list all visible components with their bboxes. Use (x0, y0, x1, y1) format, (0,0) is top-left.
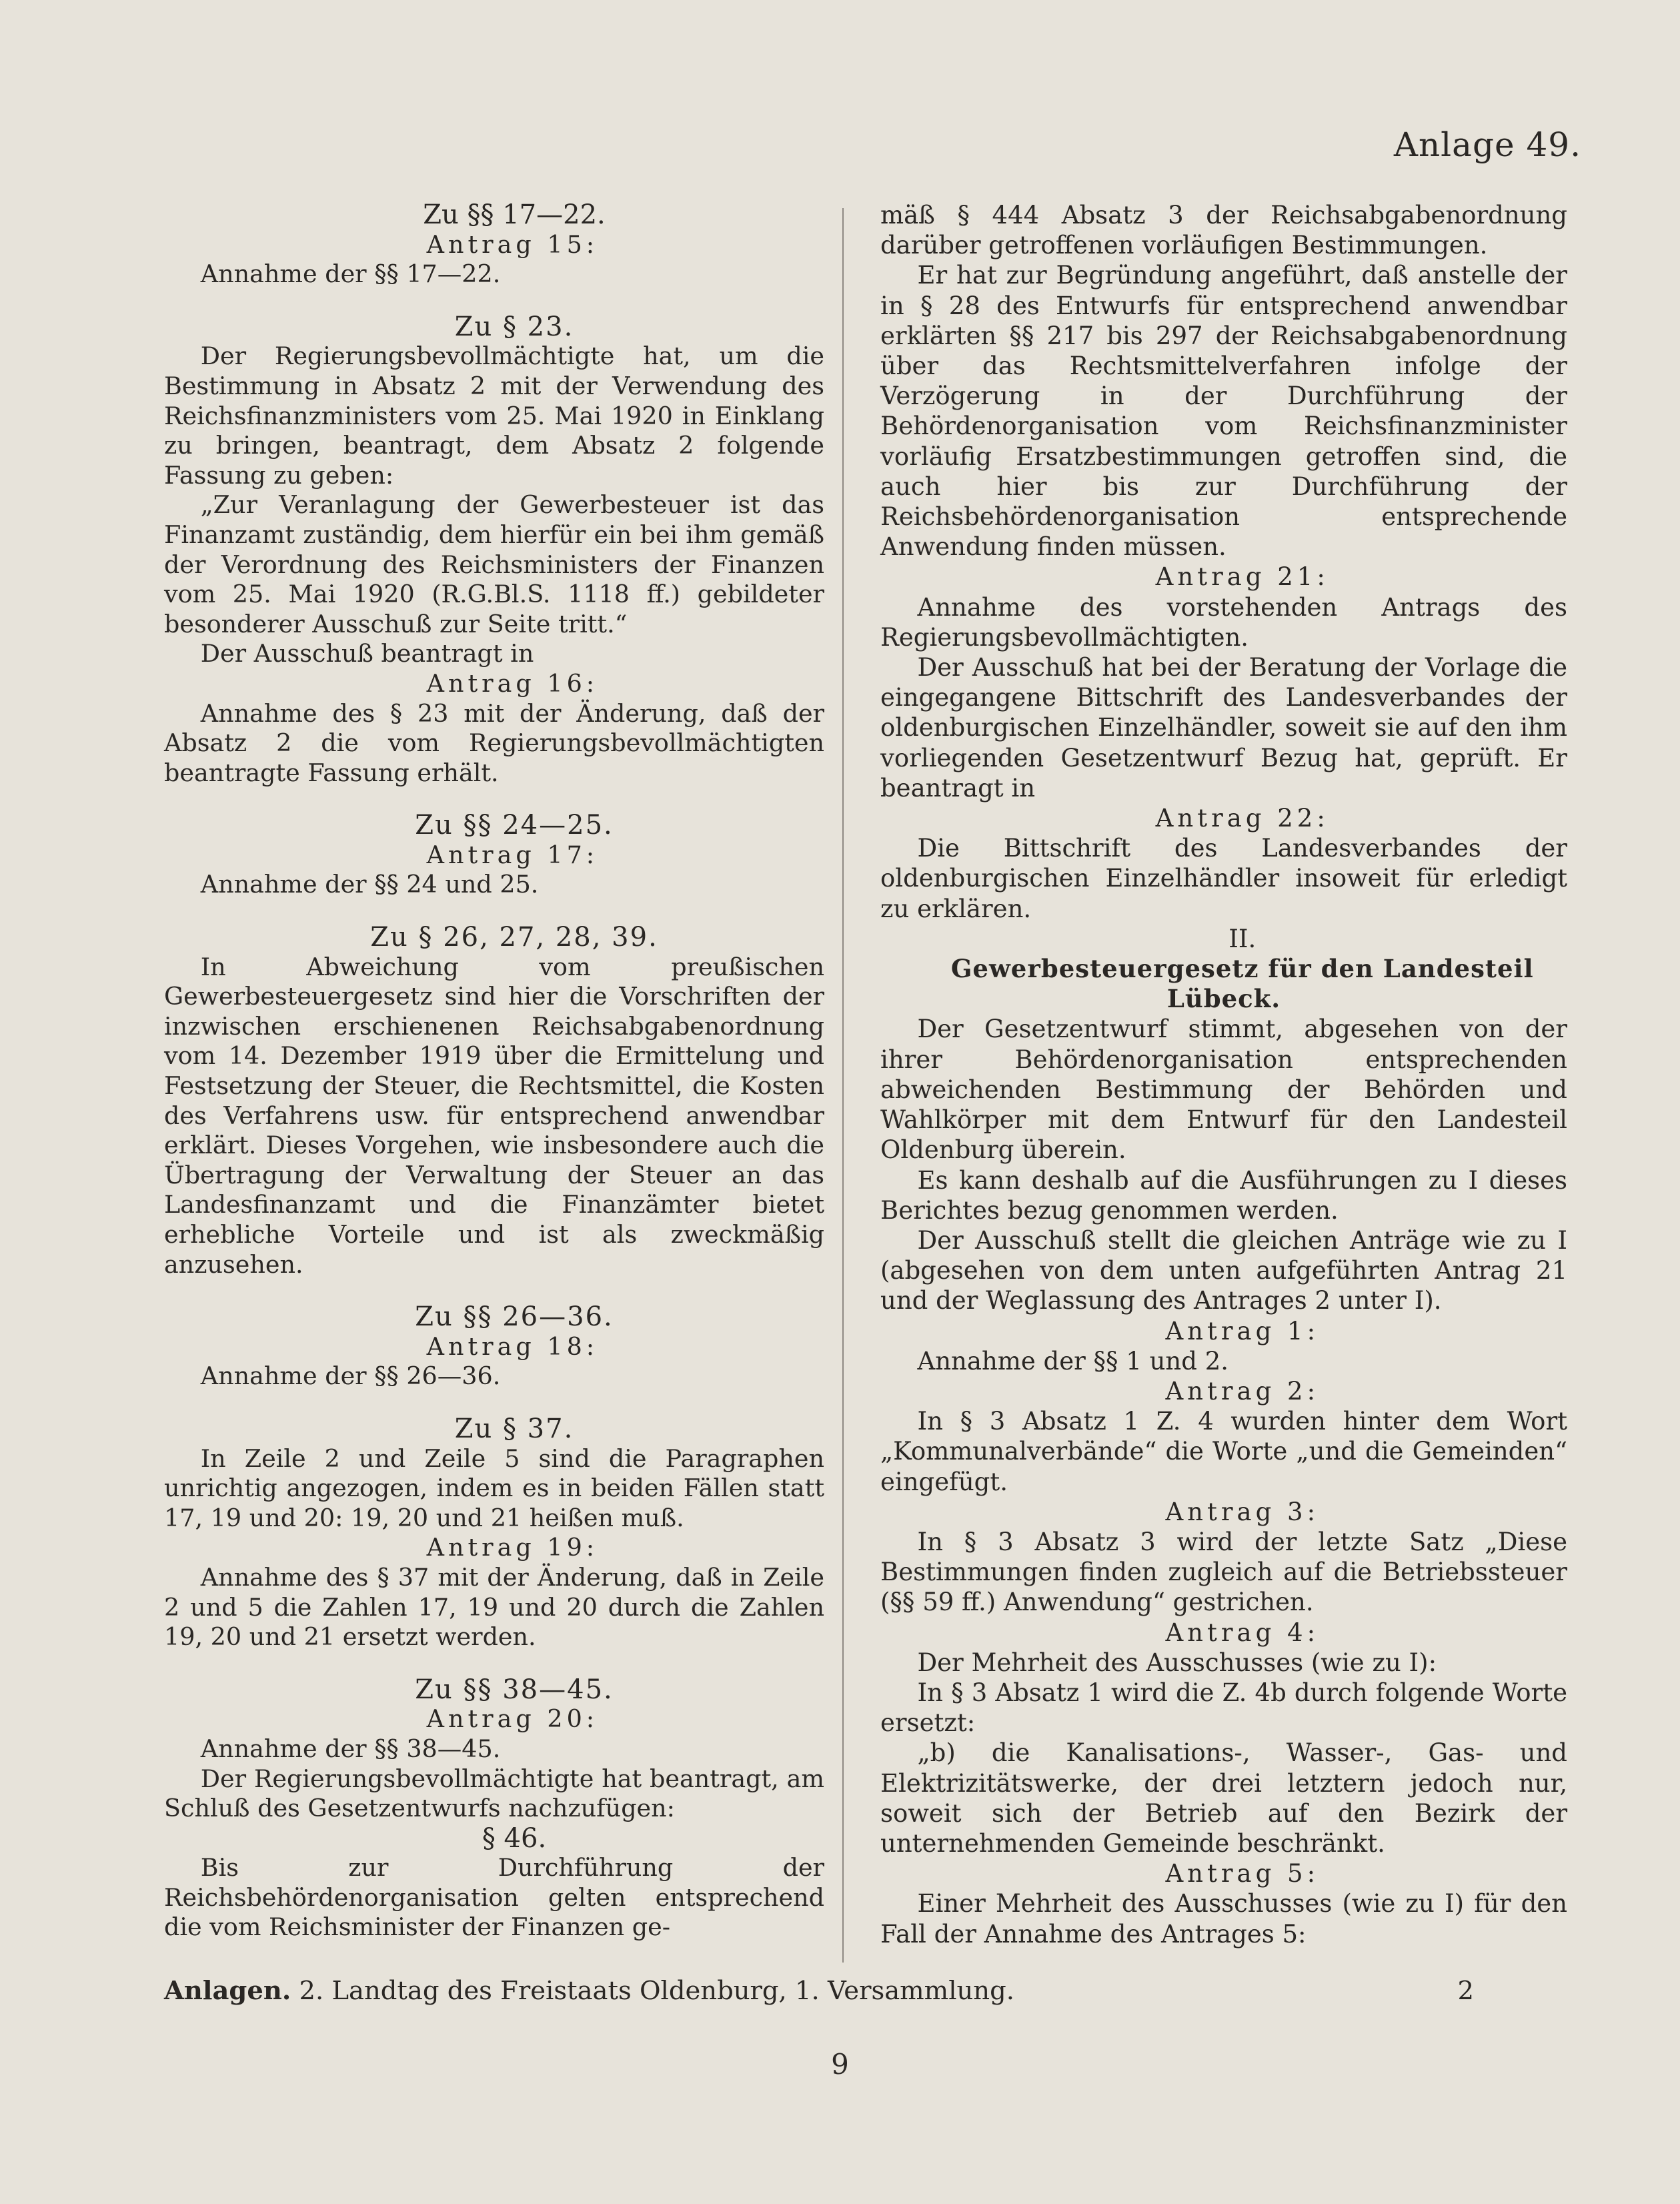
paragraph: Bis zur Durchführung der Reichsbehördenorganisation gelten entsprechend die vom Reichsminister der Finanzen ge- (164, 1853, 824, 1942)
motion-text: In § 3 Absatz 1 wird die Z. 4b durch folgende Worte ersetzt: (880, 1678, 1567, 1738)
paragraph: Der Regierungsbevollmächtigte hat beantragt, am Schluß des Gesetzentwurfs nachzufügen: (164, 1764, 824, 1823)
sheet-number: 2 (1457, 1976, 1474, 2006)
motion-label: Antrag 5: (1165, 1859, 1320, 1888)
motion-text: Annahme der §§ 26—36. (200, 1361, 501, 1391)
motion-text: Der Mehrheit des Ausschusses (wie zu I): (917, 1648, 1437, 1677)
section-heading: § 46. (482, 1822, 547, 1854)
paragraph: Der Ausschuß stellt die gleichen Anträge wie zu I (abgesehen von dem unten aufgeführten Antrag 21 und der Weglassung des Antrages 2 unter I). (880, 1225, 1567, 1315)
motion-text: Einer Mehrheit des Ausschusses (wie zu I) für den Fall der Annahme des Antrages 5: (880, 1889, 1567, 1949)
paragraph: Der Ausschuß beantragt in (200, 639, 534, 668)
paragraph: Der Gesetzentwurf stimmt, abgesehen von der ihrer Behördenorganisation entsprechenden abweichenden Bestimmung der Behörden und Wahlkörper mit dem Entwurf für den Landesteil Oldenburg überein. (880, 1015, 1567, 1165)
paragraph: mäß § 444 Absatz 3 der Reichsabgabenordnung darüber getroffenen vorläufigen Bestimmungen. (880, 201, 1567, 260)
motion-text: In § 3 Absatz 1 Z. 4 wurden hinter dem Wort „Kommunalverbände“ die Worte „und die Gemeinden“ eingefügt. (880, 1407, 1567, 1496)
motion-text: Annahme des § 23 mit der Änderung, daß der Absatz 2 die vom Regierungsbevollmächtigten beantragte Fassung erhält. (164, 698, 824, 787)
section-number: II. (1228, 924, 1256, 953)
motion-label: Antrag 15: (426, 229, 599, 259)
section-heading: Zu § 26, 27, 28, 39. (370, 922, 658, 953)
column-divider (842, 208, 844, 1963)
paragraph: In Zeile 2 und Zeile 5 sind die Paragraphen unrichtig angezogen, indem es in beiden Fällen statt 17, 19 und 20: 19, 20 und 21 heißen muß. (164, 1444, 824, 1532)
motion-label: Antrag 22: (1155, 804, 1329, 833)
footer-text: 2. Landtag des Freistaats Oldenburg, 1. Versammlung. (291, 1976, 1014, 2006)
motion-label: Antrag 19: (426, 1533, 599, 1562)
section-title: Gewerbesteuergesetz für den Landesteil Lübeck. (950, 954, 1534, 1014)
right-column (880, 200, 1567, 1949)
motion-text: In § 3 Absatz 3 wird der letzte Satz „Diese Bestimmungen finden zugleich auf die Betriebssteuer (§§ 59 ff.) Anwendung“ gestrichen. (880, 1527, 1567, 1617)
paragraph: Der Regierungsbevollmächtigte hat, um die Bestimmung in Absatz 2 mit der Verwendung des Reichsfinanzministers vom 25. Mai 1920 in Einklang zu bringen, beantragt, dem Absatz 2 folgende Fassung zu geben: (164, 342, 824, 490)
paragraph: Er hat zur Begründung angeführt, daß anstelle der in § 28 des Entwurfs für entsprechend anwendbar erklärten §§ 217 bis 297 der Reichsabgabenordnung über das Rechtsmittelverfahren infolge der Verzögerung in der Durchführung der Behördenorganisation vom Reichsfinanzminister vorläufig Ersatzbestimmungen getroffen sind, die auch hier bis zur Durchführung der Reichsbehördenorganisation entsprechende Anwendung finden müssen. (880, 261, 1567, 562)
motion-text: Annahme des vorstehenden Antrags des Regierungsbevollmächtigten. (880, 592, 1567, 652)
motion-text: Annahme der §§ 17—22. (200, 259, 501, 289)
motion-label: Antrag 16: (426, 668, 599, 698)
section-heading: Zu §§ 17—22. (423, 199, 606, 230)
section-heading: Zu §§ 26—36. (415, 1301, 614, 1333)
paragraph: Es kann deshalb auf die Ausführungen zu I dieses Berichtes bezug genommen werden. (880, 1165, 1567, 1225)
section-heading: Zu §§ 24—25. (415, 810, 614, 841)
quoted-text: „b) die Kanalisations-, Wasser-, Gas- und Elektrizitätswerke, der drei letztern jedoch nur, soweit sich der Betrieb auf den Bezirk der unternehmenden Gemeinde beschränkt. (880, 1738, 1567, 1858)
motion-label: Antrag 2: (1165, 1376, 1320, 1406)
section-heading: Zu § 37. (454, 1413, 574, 1444)
motion-label: Antrag 20: (426, 1704, 599, 1734)
motion-label: Antrag 18: (426, 1331, 599, 1361)
motion-text: Annahme der §§ 38—45. (200, 1734, 501, 1763)
paragraph: In Abweichung vom preußischen Gewerbesteuergesetz sind hier die Vorschriften der inzwischen erschienenen Reichsabgabenordnung vom 14. Dezember 1919 über die Ermittelung und Festsetzung der Steuer, die Rechtsmittel, die Kosten des Verfahrens usw. für entsprechend anwendbar erklärt. Dieses Vorgehen, wie insbesondere auch die Übertragung der Verwaltung der Steuer an das Landesfinanzamt und die Finanzämter bietet erhebliche Vorteile und ist als zweckmäßig anzusehen. (164, 952, 824, 1279)
motion-label: Antrag 21: (1155, 562, 1329, 592)
motion-text: Die Bittschrift des Landesverbandes der oldenburgischen Einzelhändler insoweit für erledigt zu erklären. (880, 834, 1567, 923)
section-heading: Zu §§ 38—45. (415, 1674, 614, 1705)
annex-label: Anlage 49. (1393, 125, 1581, 164)
footer-note (164, 1976, 1014, 2006)
motion-text: Annahme des § 37 mit der Änderung, daß in Zeile 2 und 5 die Zahlen 17, 19 und 20 durch die Zahlen 19, 20 und 21 ersetzt werden. (164, 1562, 824, 1652)
paragraph: Der Ausschuß hat bei der Beratung der Vorlage die eingegangene Bittschrift des Landesverbandes der oldenburgischen Einzelhändler, soweit sie auf den ihm vorliegenden Gesetzentwurf Bezug hat, geprüft. Er beantragt in (880, 653, 1567, 802)
section-heading: Zu § 23. (454, 311, 574, 342)
left-column (164, 200, 824, 1943)
footer-label: Anlagen. (164, 1976, 291, 2006)
motion-text: Annahme der §§ 24 und 25. (200, 870, 539, 899)
motion-label: Antrag 3: (1165, 1497, 1320, 1526)
motion-label: Antrag 4: (1165, 1618, 1320, 1647)
quoted-text: „Zur Veranlagung der Gewerbesteuer ist das Finanzamt zuständig, dem hierfür ein bei ihm gemäß der Verordnung des Reichsministers der Finanzen vom 25. Mai 1920 (R.G.Bl.S. 1118 ff.) gebildeter besonderer Ausschuß zur Seite tritt.“ (164, 490, 824, 638)
motion-label: Antrag 17: (426, 840, 599, 869)
page-number: 9 (831, 2048, 849, 2081)
motion-text: Annahme der §§ 1 und 2. (917, 1346, 1229, 1375)
motion-label: Antrag 1: (1165, 1316, 1320, 1345)
